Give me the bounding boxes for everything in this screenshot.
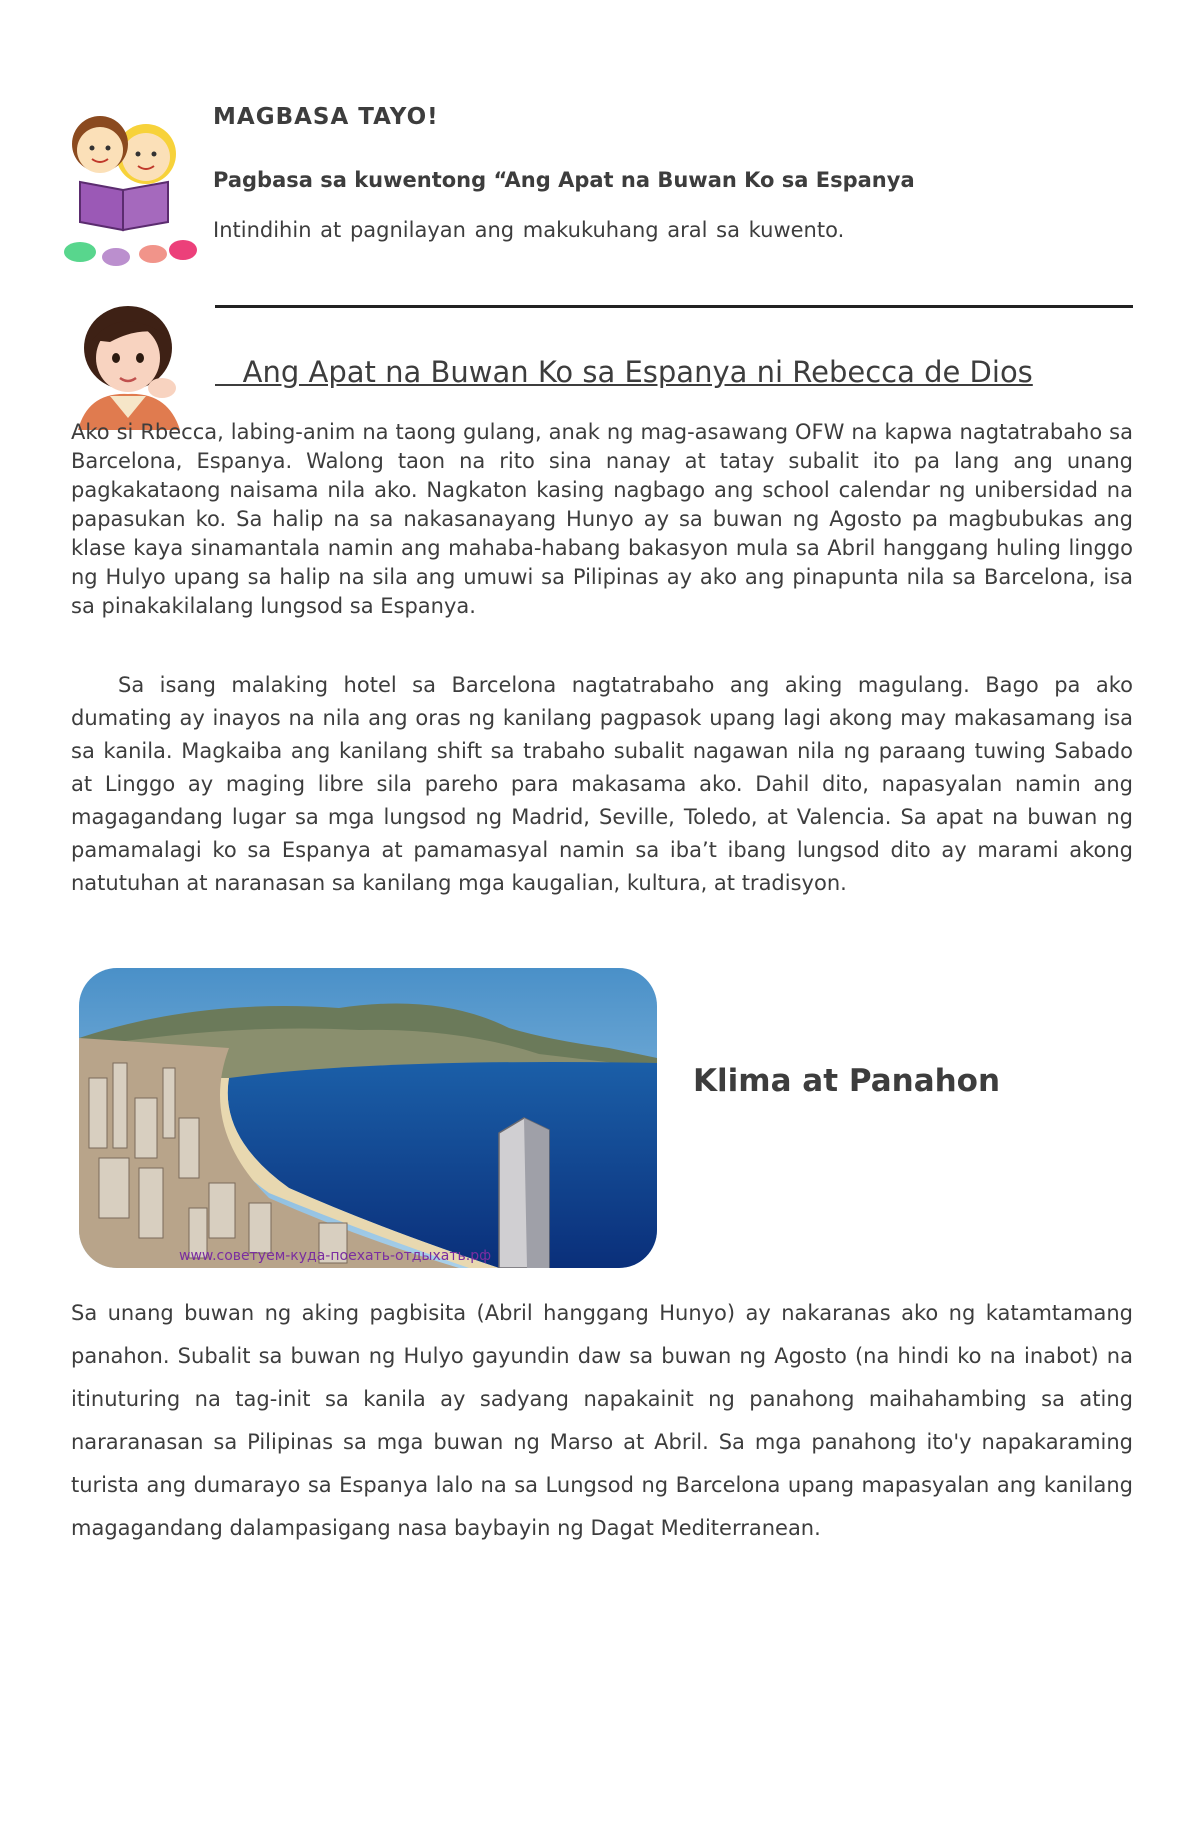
page-title: MAGBASA TAYO! (213, 104, 439, 130)
story-title: Ang Apat na Buwan Ko sa Espanya ni Rebecca de Dios (215, 355, 1033, 389)
kids-reading-illustration (58, 112, 198, 270)
story-paragraph-2: Sa isang malaking hotel sa Barcelona nagtatrabaho ang aking magulang. Bago pa ako dumating ay inayos na nila ang oras ng kanilang pagpasok upang lagi akong may makasamang isa sa kanila. Magkaiba ang kanilang shift sa trabaho subalit nagawan nila ng paraang tuwing Sabado at Linggo ay maging libre sila pareho para makasama ako. Dahil dito, napasyalan namin ang magagandang lugar sa mga lungsod ng Madrid, Seville, Toledo, at Valencia. Sa apat na buwan ng pamamalagi ko sa Espanya at pamamasyal namin sa iba’t ibang lungsod dito ay marami akong natutuhan at naranasan sa kanilang mga kaugalian, kultura, at tradisyon. (71, 673, 1133, 895)
story-paragraph-1: Ako si Rbecca, labing-anim na taong gulang, anak ng mag-asawang OFW na kapwa nagtatrabaho sa Barcelona, Espanya. Walong taon na rito sina nanay at tatay subalit ito pa lang ang unang pagkakataong naisama nila ako. Nagkaton kasing nagbago ang school calendar ng unibersidad na papasukan ko. Sa halip na sa nakasanayang Hunyo ay sa buwan ng Agosto pa magbubukas ang klase kaya sinamantala namin ang mahaba-habang bakasyon mula sa Abril hanggang huling linggo ng Hulyo upang sa halip na sila ang umuwi sa Pilipinas ay ako ang pinapunta nila sa Barcelona, isa sa pinakakilalang lungsod sa Espanya. (71, 420, 1133, 618)
teacher-illustration (70, 300, 190, 430)
page-subtitle: Pagbasa sa kuwentong “Ang Apat na Buwan Ko sa Espanya (213, 168, 915, 192)
instruction-text: Intindihin at pagnilayan ang makukuhang aral sa kuwento. (213, 218, 845, 242)
photo-watermark: www.советуем-куда-поехать-отдыхать.рф (179, 1248, 492, 1264)
section-paragraph: Sa unang buwan ng aking pagbisita (Abril hanggang Hunyo) ay nakaranas ako ng katamtamang panahon. Subalit sa buwan ng Hulyo gayundin daw sa buwan ng Agosto (na hindi ko na inabot) na itinuturing na tag-init sa kanila ay sadyang napakainit ng panahong maihahambing sa ating nararanasan sa Pilipinas sa mga buwan ng Marso at Abril. Sa mga panahong ito'y napakaraming turista ang dumarayo sa Espanya lalo na sa Lungsod ng Barcelona upang mapasyalan ang kanilang magagandang dalampasigang nasa baybayin ng Dagat Mediterranean. (71, 1301, 1133, 1540)
section-heading: Klima at Panahon (693, 1063, 1001, 1099)
divider-line (215, 305, 1133, 308)
coastal-city-photo (79, 968, 657, 1268)
lesson-header (213, 104, 1113, 242)
